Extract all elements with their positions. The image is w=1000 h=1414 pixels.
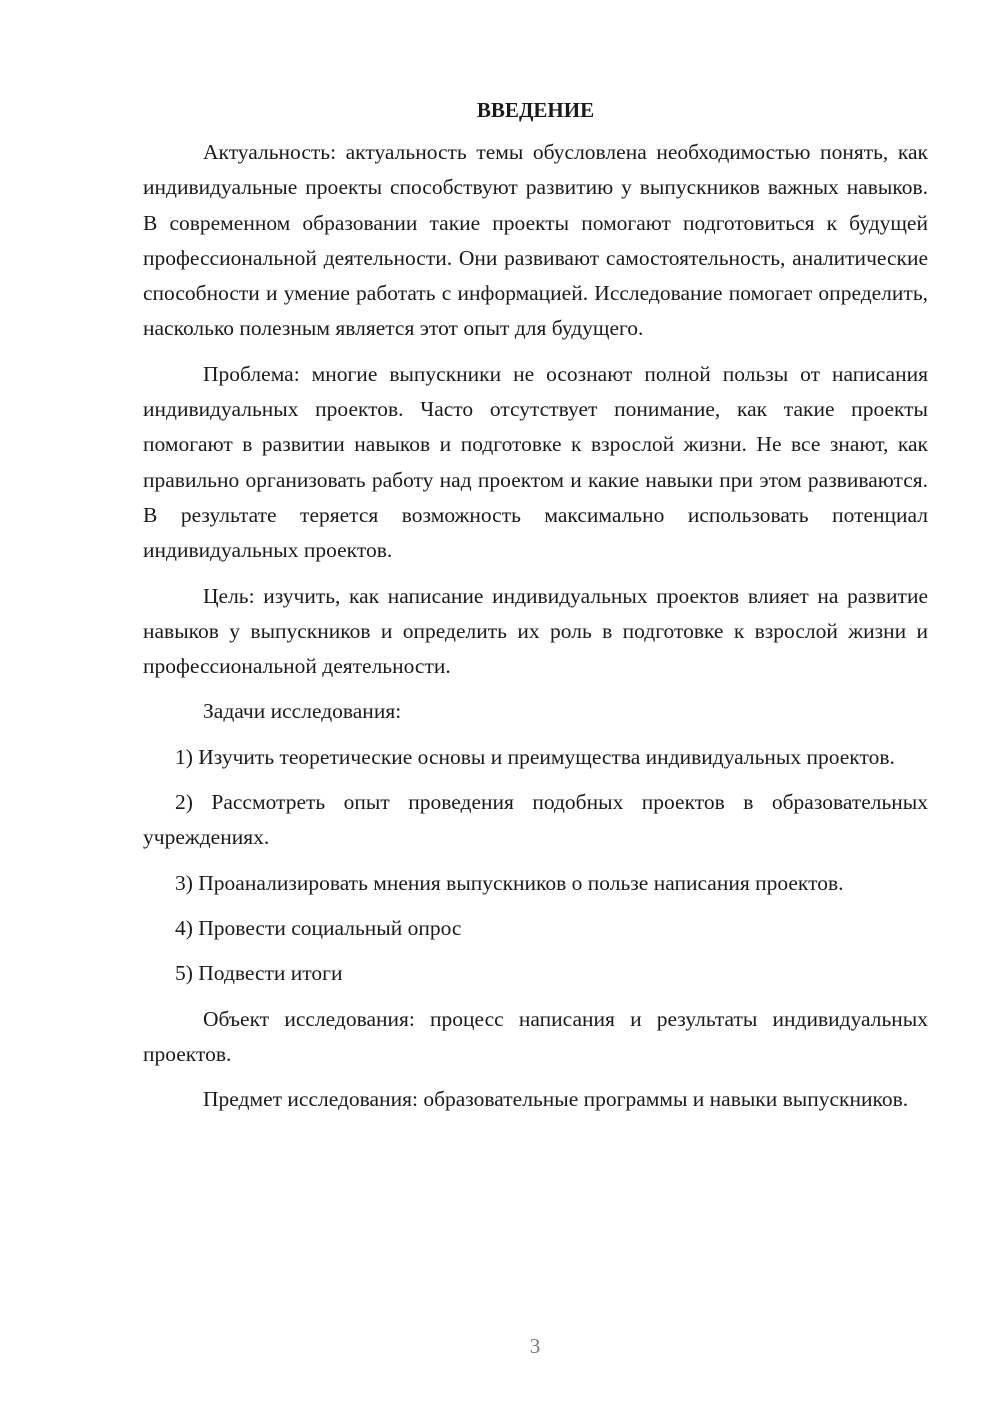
paragraph-problem: Проблема: многие выпускники не осознают полной пользы от написания индивидуальных проектов. Часто отсутствует понимание, как такие проекты помогают в развитии навыков и подготовке к взрослой жизни. Не все знают, как правильно организовать работу над проектом и какие навыки при этом развиваются. В результате теряется возможность максимально использовать потенциал индивидуальных проектов.	[143, 361, 928, 563]
list-item: 4) Провести социальный опрос	[175, 915, 462, 940]
document-page	[143, 95, 928, 1127]
paragraph-object: Объект исследования: процесс написания и результаты индивидуальных проектов.	[143, 1006, 928, 1066]
page-number: 3	[529, 1334, 541, 1358]
paragraph-relevance: Актуальность: актуальность темы обусловлена необходимостью понять, как индивидуальные проекты способствуют развитию у выпускников важных навыков. В современном образовании такие проекты помогают подготовиться к будущей профессиональной деятельности. Они развивают самостоятельность, аналитические способности и умение работать с информацией. Исследование помогает определить, насколько полезным является этот опыт для будущего.	[143, 140, 928, 341]
list-item: 5) Подвести итоги	[175, 961, 343, 986]
list-item: 1) Изучить теоретические основы и преимущества индивидуальных проектов.	[175, 744, 895, 769]
list-item: 3) Проанализировать мнения выпускников о пользе написания проектов.	[175, 870, 844, 895]
list-item: 2) Рассмотреть опыт проведения подобных проектов в образовательных учреждениях.	[143, 790, 928, 850]
page-title: ВВЕДЕНИЕ	[476, 98, 595, 122]
tasks-list	[143, 740, 928, 992]
tasks-heading: Задачи исследования:	[203, 699, 402, 724]
paragraph-goal: Цель: изучить, как написание индивидуальных проектов влияет на развитие навыков у выпускников и определить их роль в подготовке к взрослой жизни и профессиональной деятельности.	[143, 583, 928, 679]
paragraph-subject: Предмет исследования: образовательные программы и навыки выпускников.	[203, 1087, 909, 1112]
